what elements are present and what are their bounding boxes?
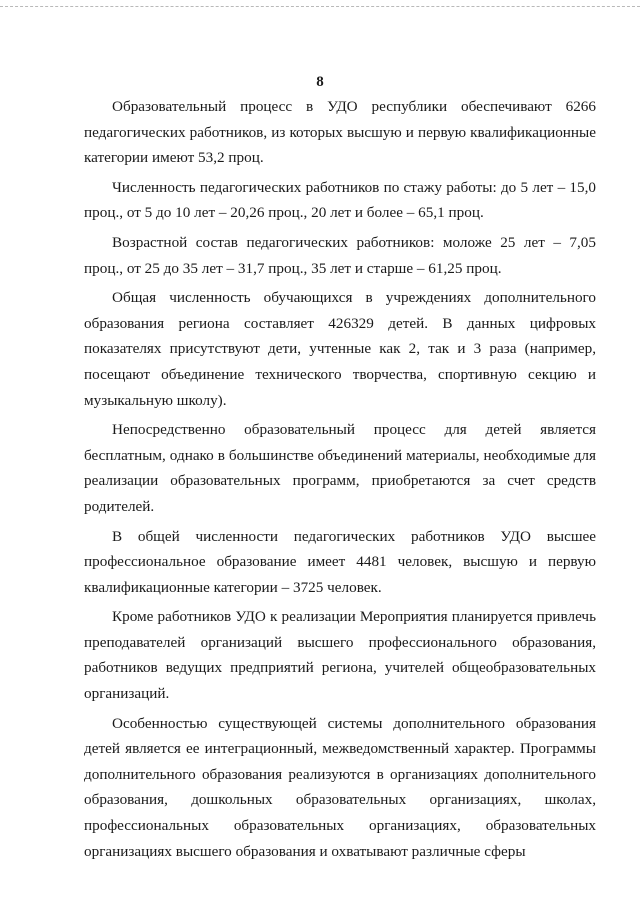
paragraph-experience: Численность педагогических работников по стажу работы: до 5 лет – 15,0 проц., от 5 до 10 лет – 20,26 проц., 20 лет и более – 65,1 проц. xyxy=(84,178,596,222)
paragraph-student-count: Общая численность обучающихся в учреждениях дополнительного образования региона составляет 426329 детей. В данных цифровых показателях присутствуют дети, учтенные как 2, так и 3 раза (например, посещают объединение технического творчества, спортивную секцию и музыкальную школу). xyxy=(84,289,596,409)
page-number: 8 xyxy=(316,74,324,90)
paragraph-free-education: Непосредственно образовательный процесс для детей является бесплатным, однако в большинстве объединений материалы, необходимые для реализации образовательных программ, приобретаются за счет средств родителей. xyxy=(84,421,596,515)
paragraph-age-composition: Возрастной состав педагогических работников: моложе 25 лет – 7,05 проц., от 25 до 35 лет – 31,7 проц., 35 лет и старше – 61,25 проц. xyxy=(84,233,596,277)
paragraph-staff-count: Образовательный процесс в УДО республики обеспечивают 6266 педагогических работников, из которых высшую и первую квалификационные категории имеют 53,2 проц. xyxy=(84,98,596,167)
paragraph-external-staff: Кроме работников УДО к реализации Мероприятия планируется привлечь преподавателей организаций высшего профессионального образования, работников ведущих предприятий региона, учителей общеобразовательных организаций. xyxy=(84,608,596,703)
paragraph-system-features: Особенностью существующей системы дополнительного образования детей является ее интеграционный, межведомственный характер. Программы дополнительного образования реализуются в организациях дополнительного образования, дошкольных образовательных организациях, школах, профессиональных образовательных организациях, образовательных организациях высшего образования и охватывают различные сферы xyxy=(84,714,596,860)
paragraph-higher-education: В общей численности педагогических работников УДО высшее профессиональное образование имеет 4481 человек, высшую и первую квалификационные категории – 3725 человек. xyxy=(84,527,596,596)
page-top-border xyxy=(0,0,640,7)
document-body xyxy=(84,94,596,864)
